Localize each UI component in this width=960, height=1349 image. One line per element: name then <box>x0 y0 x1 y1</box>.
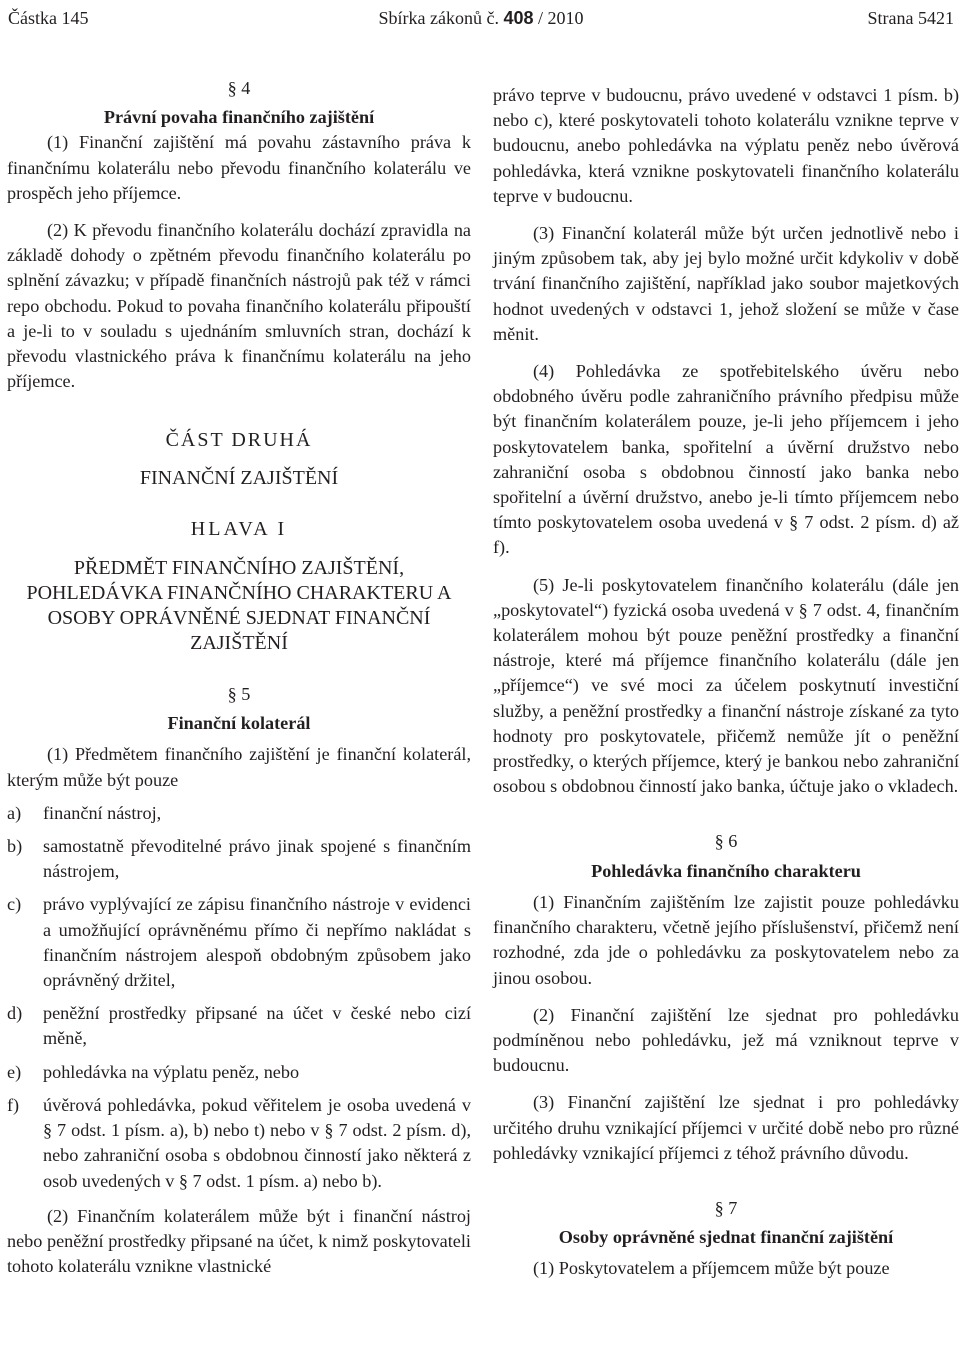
list-item <box>7 801 471 826</box>
header-issue: Částka 145 <box>8 8 89 28</box>
header-collection <box>8 6 954 30</box>
section-5-paragraph-2-continued: právo teprve v budoucnu, právo uvedené v odstavci 1 písm. b) nebo c), které poskytovateli tohoto kolaterálu vznikne teprve v budoucnu, anebo pohledávka na výplatu peněz nebo úvěrová pohledávka, která vznikne poskytovateli finančního kolaterálu teprve v budoucnu. <box>493 85 959 206</box>
right-column <box>493 83 959 1282</box>
section-6-paragraph-1: (1) Finančním zajištěním lze zajistit pouze pohledávku finančního charakteru, včetně jejího příslušenství, přičemž není rozhodné, zda jde o pohledávku za poskytovatelem nebo za jinou osobou. <box>493 891 959 988</box>
section-5-list <box>7 801 471 1194</box>
section-6-paragraph-3: (3) Finanční zajištění lze sjednat i pro pohledávky určitého druhu vznikající příjemci v určité době nebo pro různé pohledávky vznikající příjemci z téhož právního důvodu. <box>493 1092 959 1163</box>
list-item-text: peněžní prostředky připsané na účet v české nebo cizí měně, <box>43 1003 471 1049</box>
section-5-paragraph-2: (2) Finančním kolaterálem může být i finanční nástroj nebo peněžní prostředky připsané na účet, k nimž poskytovateli tohoto kolaterálu vznikne vlastnické <box>7 1205 471 1277</box>
section-7-number: § 7 <box>714 1197 738 1218</box>
part-label: ČÁST DRUHÁ <box>165 429 313 452</box>
list-item-label: b) <box>7 836 23 857</box>
page-header <box>8 6 954 30</box>
list-item <box>7 1093 471 1194</box>
section-4-number: § 4 <box>227 78 251 98</box>
list-item-text: finanční nástroj, <box>43 802 162 823</box>
list-item-label: c) <box>7 894 22 915</box>
list-item <box>7 1001 471 1051</box>
section-5-paragraph-5: (5) Je-li poskytovatelem finančního kolaterálu (dále jen „poskytovatel“) fyzická osoba uvedená v § 7 odst. 4, finančním kolaterálem mohou být pouze peněžní prostředky a finanční nástroje, které má příjemce finančního kolaterálu (dále jen „příjemce“) ve své moci za účelem poskytnutí investiční služby, a peněžní prostředky a finanční nástroje získané za tyto hodnoty pro poskytovatele, přičemž nemůže jít o peněžní prostředky, o kterých příjemce, který je bankou nebo zahraniční osobou s obdobnou činností jako banka, účtuje jako o vkladech. <box>493 574 959 797</box>
left-column <box>7 76 471 1279</box>
list-item-label: e) <box>7 1061 22 1082</box>
list-item-text: samostatně převoditelné právo jinak spojené s finančním nástrojem, <box>43 836 471 882</box>
section-5-paragraph-1: (1) Předmětem finančního zajištění je finanční kolaterál, kterým může být pouze <box>7 744 471 790</box>
list-item-text: pohledávka na výplatu peněz, nebo <box>43 1061 300 1082</box>
section-5-paragraph-3: (3) Finanční kolaterál může být určen jednotlivě nebo i jiným způsobem tak, aby jej bylo možné určit kdykoliv v době trvání finančního zajištění, například jako soubor majetkových hodnot uvedených v odstavci 1, jehož složení se může v čase měnit. <box>493 223 959 344</box>
list-item-label: d) <box>7 1003 23 1024</box>
list-item-text: úvěrová pohledávka, pokud věřitelem je osoba uvedená v § 7 odst. 1 písm. a), b) nebo t) nebo v § 7 odst. 2 písm. d), nebo zahraniční osoba s obdobnou činností jako některá z osob uvedených v § 7 odst. 1 písm. a) nebo b). <box>43 1094 471 1191</box>
section-6-title: Pohledávka finančního charakteru <box>591 860 861 881</box>
list-item-label: a) <box>7 802 22 823</box>
section-7-paragraph-1: (1) Poskytovatelem a příjemcem může být pouze <box>533 1258 890 1279</box>
list-item <box>7 1060 471 1085</box>
part-title: FINANČNÍ ZAJIŠTĚNÍ <box>139 466 339 489</box>
section-6-number: § 6 <box>714 831 738 852</box>
section-7-title: Osoby oprávněné sjednat finanční zajištění <box>558 1227 894 1248</box>
chapter-label: HLAVA I <box>190 517 288 540</box>
section-4-paragraph-2: (2) K převodu finančního kolaterálu dochází zpravidla na základě dohody o zpětném převodu finančního kolaterálu po splnění závazku; v případě finančních nástrojů pak též v rámci repo obchodu. Pokud to povaha finančního kolaterálu připouští a je-li to v souladu s ujednáním smluvních stran, dochází k převodu vlastnického práva k finančnímu kolaterálu na jeho příjemce. <box>7 220 471 392</box>
header-collection-prefix: Sbírka zákonů č. <box>378 8 499 28</box>
section-5-title: Finanční kolaterál <box>167 713 311 734</box>
header-law-number: 408 <box>503 8 534 28</box>
section-5-number: § 5 <box>227 684 251 705</box>
chapter-title: PŘEDMĚT FINANČNÍHO ZAJIŠTĚNÍ, POHLEDÁVKA FINANČNÍHO CHARAKTERU A OSOBY OPRÁVNĚNÉ SJEDNAT FINANČNÍ ZAJIŠTĚNÍ <box>26 557 452 655</box>
list-item-label: f) <box>7 1094 20 1115</box>
list-item <box>7 834 471 884</box>
section-5-paragraph-4: (4) Pohledávka ze spotřebitelského úvěru nebo obdobného úvěru podle zahraničního právního předpisu může být finančním kolaterálem pouze, je-li jeho příjemcem i jeho poskytovatelem banka, spořitelní a úvěrní družstvo nebo zahraniční osoba s obdobnou činností jako banka nebo spořitelní a úvěrní družstvo, anebo je-li tímto příjemcem nebo tímto poskytovatelem osoba uvedená v § 7 odst. 2 písm. d) až f). <box>493 361 959 558</box>
section-4-paragraph-1: (1) Finanční zajištění má povahu zástavního práva k finančnímu kolaterálu nebo převodu finančního kolaterálu ve prospěch jeho příjemce. <box>7 132 471 203</box>
section-6-paragraph-2: (2) Finanční zajištění lze sjednat pro pohledávku podmíněnou nebo pohledávku, jež má vzniknout teprve v budoucnu. <box>493 1004 959 1076</box>
header-year: / 2010 <box>538 8 584 28</box>
list-item <box>7 892 471 993</box>
section-4-title: Právní povaha finančního zajištění <box>103 107 375 128</box>
header-page: Strana 5421 <box>867 8 954 28</box>
list-item-text: právo vyplývající ze zápisu finančního nástroje v evidenci a umožňující oprávněnému přímo či nepřímo nakládat s finančním nástrojem alespoň obdobným způsobem jako oprávněný držitel, <box>43 894 471 991</box>
